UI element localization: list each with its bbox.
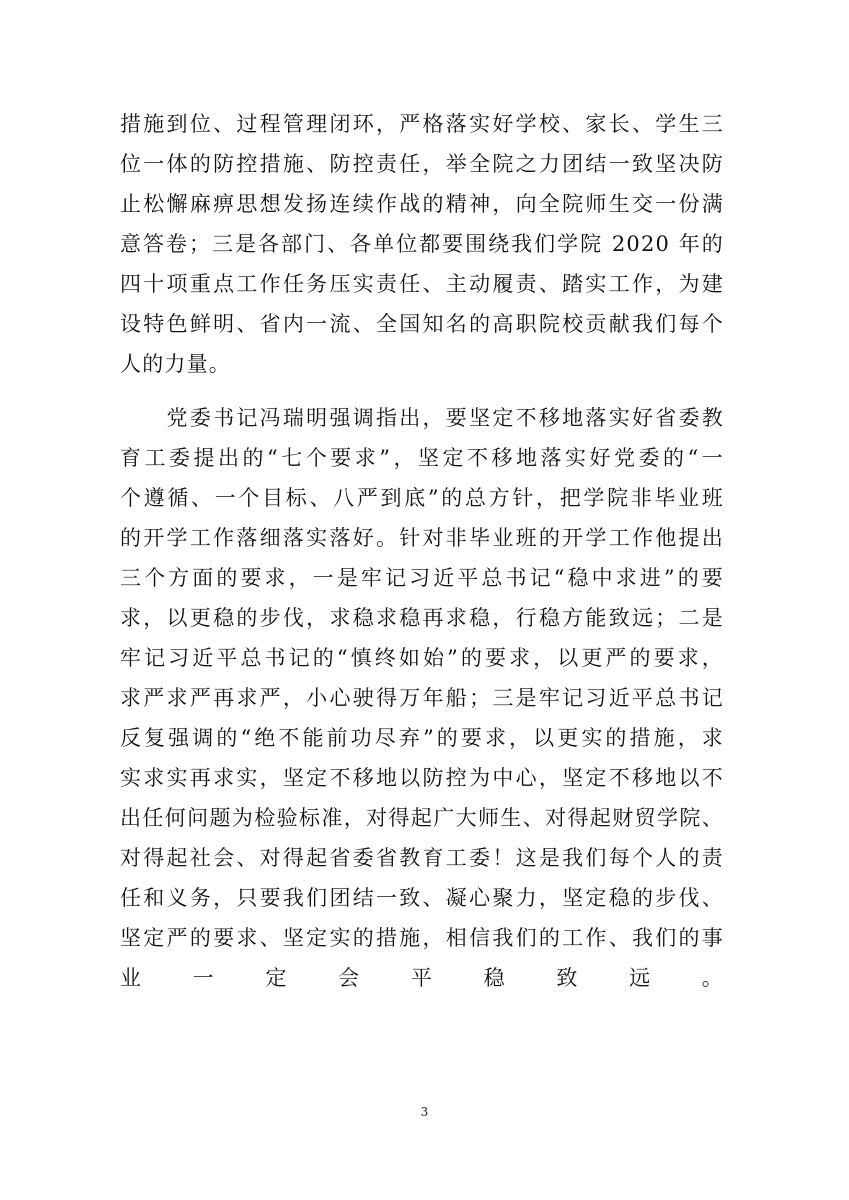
text-line: 四十项重点工作任务压实责任、主动履责、踏实工作，为建	[120, 272, 724, 296]
page-number: 3	[420, 1105, 429, 1119]
text-line: 对得起社会、对得起省委省教育工委！这是我们每个人的责	[120, 846, 724, 870]
text-line	[120, 998, 724, 1038]
text-line	[120, 1038, 724, 1078]
text-line: 人的力量。	[120, 352, 231, 376]
text-line: 个遵循、一个目标、八严到底”的总方针，把学院非毕业班	[120, 486, 724, 510]
text-line: 求，以更稳的步伐，求稳求稳再求稳，行稳方能致远；二是	[120, 606, 724, 630]
text-line: 设特色鲜明、省内一流、全国知名的高职院校贡献我们每个	[120, 312, 724, 336]
text-line: 措施到位、过程管理闭环，严格落实好学校、家长、学生三	[120, 112, 724, 136]
text-line: 任和义务，只要我们团结一致、凝心聚力，坚定稳的步伐、	[120, 886, 724, 910]
text-line: 育工委提出的“七个要求”，坚定不移地落实好党委的“一	[120, 446, 724, 470]
text-line: 党委书记冯瑞明强调指出，要坚定不移地落实好省委教	[120, 406, 724, 430]
text-line: 位一体的防控措施、防控责任，举全院之力团结一致坚决防	[120, 152, 724, 176]
text-line: 的开学工作落细落实落好。针对非毕业班的开学工作他提出	[120, 526, 724, 550]
text-line: 反复强调的“绝不能前功尽弃”的要求，以更实的措施，求	[120, 726, 724, 750]
text-line: 业一定会平稳致远。	[120, 966, 724, 990]
text-line: 出任何问题为检验标准，对得起广大师生、对得起财贸学院、	[120, 806, 724, 830]
paragraph-2	[120, 398, 724, 1078]
text-line: 三个方面的要求，一是牢记习近平总书记“稳中求进”的要	[120, 566, 724, 590]
text-line: 牢记习近平总书记的“慎终如始”的要求，以更严的要求，	[120, 646, 724, 670]
text-line: 止松懈麻痹思想发扬连续作战的精神，向全院师生交一份满	[120, 192, 724, 216]
body-text	[120, 104, 724, 1078]
text-line: 求严求严再求严，小心驶得万年船；三是牢记习近平总书记	[120, 686, 724, 710]
paragraph-1	[120, 104, 724, 384]
paragraph-gap	[120, 384, 724, 398]
text-line: 意答卷；三是各部门、各单位都要围绕我们学院 2020 年的	[120, 232, 724, 256]
text-line: 坚定严的要求、坚定实的措施，相信我们的工作、我们的事	[120, 926, 724, 950]
text-line: 实求实再求实，坚定不移地以防控为中心，坚定不移地以不	[120, 766, 724, 790]
